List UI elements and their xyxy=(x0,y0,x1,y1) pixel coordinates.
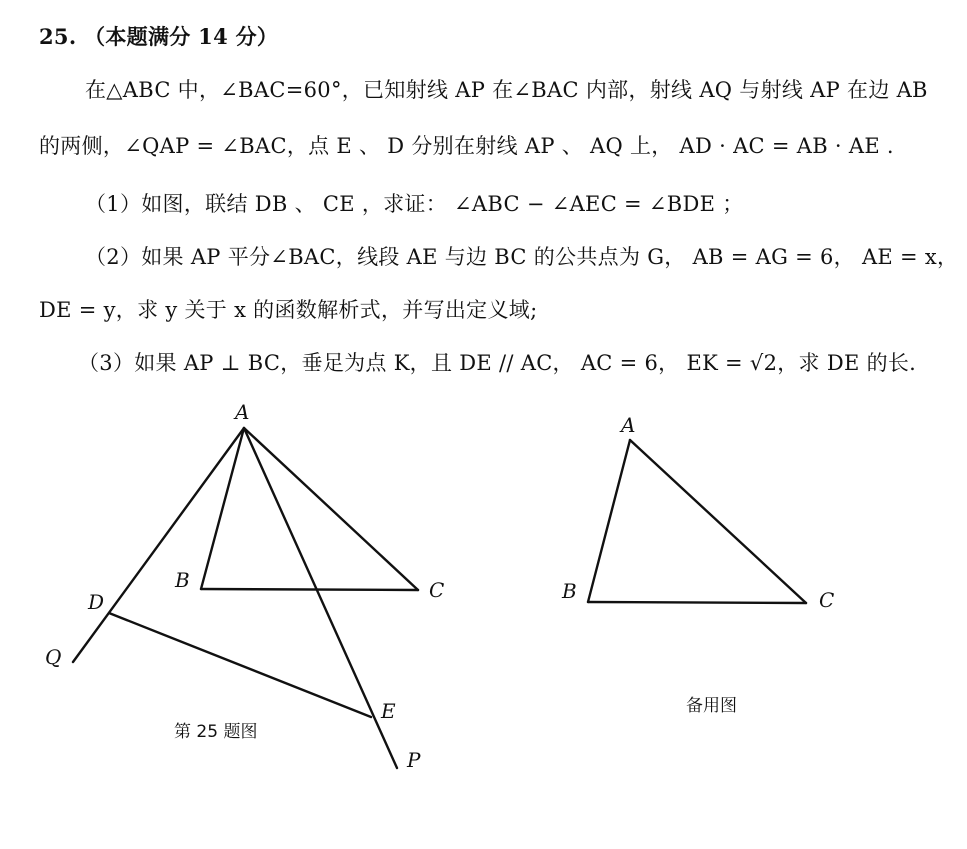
question-1: （1）如图，联结 DB 、 CE ，求证： ∠ABC − ∠AEC = ∠BDE ； xyxy=(85,192,744,216)
problem-line-1: 在△ABC 中，∠BAC=60°，已知射线 AP 在∠BAC 内部，射线 AQ 与射线 AP 在边 AB xyxy=(85,78,928,102)
spare-segment-ac xyxy=(630,440,806,603)
spare-figure-caption: 备用图 xyxy=(686,696,737,716)
spare-figure xyxy=(561,413,834,716)
segment-ab xyxy=(201,428,244,589)
question-2: （2）如果 AP 平分∠BAC，线段 AE 与边 BC 的公共点为 G， AB = AG = 6， AE = x， xyxy=(85,245,959,269)
main-figure-caption: 第 25 题图 xyxy=(174,722,258,742)
ray-aq xyxy=(73,428,244,662)
spare-label-a: A xyxy=(621,413,636,437)
label-d: D xyxy=(88,590,105,614)
label-e: E xyxy=(381,699,396,723)
label-a: A xyxy=(235,400,250,424)
label-c: C xyxy=(429,578,445,602)
spare-label-b: B xyxy=(562,579,577,603)
segment-bc xyxy=(201,589,418,590)
question-3: （3）如果 AP ⊥ BC，垂足为点 K，且 DE // AC， AC = 6， EK = √2，求 DE 的长. xyxy=(78,351,917,375)
ray-ap xyxy=(244,428,397,768)
main-figure xyxy=(45,400,444,772)
label-b: B xyxy=(175,568,190,592)
label-q: Q xyxy=(45,645,62,669)
label-p: P xyxy=(407,748,421,772)
problem-line-2: 的两侧，∠QAP = ∠BAC，点 E 、 D 分别在射线 AP 、 AQ 上， AD · AC = AB · AE . xyxy=(39,134,894,158)
segment-ac xyxy=(244,428,418,590)
problem-title: 25. （本题满分 14 分） xyxy=(39,24,279,49)
spare-label-c: C xyxy=(819,588,835,612)
question-2-continued: DE = y，求 y 关于 x 的函数解析式，并写出定义域; xyxy=(39,298,538,322)
spare-segment-ab xyxy=(588,440,630,602)
spare-segment-bc xyxy=(588,602,806,603)
segment-de xyxy=(109,613,371,717)
